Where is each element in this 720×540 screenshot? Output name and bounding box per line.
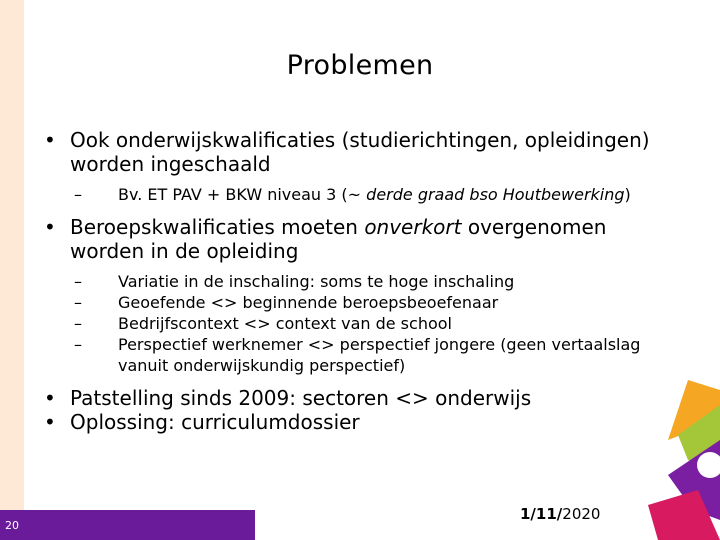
bullet-text: Beroepskwalificaties moeten	[70, 215, 365, 239]
bullet-suffix: overgenomen worden in de opleiding	[70, 215, 607, 263]
bullet-text: Patstelling sinds 2009: sectoren <> onderwijs	[70, 386, 532, 410]
sub-bullet-item	[44, 313, 664, 334]
sub-bullet-item	[44, 271, 664, 292]
page-number: 20	[5, 519, 19, 532]
bullet-text: Ook onderwijskwalificaties (studierichtingen, opleidingen) worden ingeschaald	[70, 128, 650, 176]
slide-content	[44, 128, 664, 434]
bullet-item	[44, 410, 664, 434]
sub-bullet-text: Bv. ET PAV + BKW niveau 3 (~	[118, 185, 367, 204]
sub-bullet-item	[44, 334, 664, 376]
sub-bullet-suffix: )	[624, 185, 631, 204]
bullet-item	[44, 386, 664, 410]
date-bold: 1/11/	[520, 505, 563, 523]
sub-bullet-item	[44, 184, 664, 205]
date-rest: 2020	[562, 505, 601, 523]
dash-icon: –	[74, 335, 82, 354]
sub-bullet-text: Bedrijfscontext <> context van de school	[118, 314, 452, 333]
slide-title-text: Problemen	[286, 50, 434, 81]
sub-bullet-text: Perspectief werknemer <> perspectief jongere (geen vertaalslag vanuit onderwijskundig perspectief)	[118, 335, 641, 375]
sub-bullet-text: Geoefende <> beginnende beroepsbeoefenaar	[118, 293, 499, 312]
bullet-icon: •	[44, 128, 56, 152]
footer-bar	[0, 510, 255, 540]
bullet-text: Oplossing: curriculumdossier	[70, 410, 360, 434]
dash-icon: –	[74, 293, 82, 312]
slide-date	[520, 505, 600, 523]
brand-logo-icon	[648, 380, 720, 540]
bullet-icon: •	[44, 215, 56, 239]
bullet-icon: •	[44, 410, 56, 434]
bullet-icon: •	[44, 386, 56, 410]
left-accent-stripe	[0, 0, 24, 540]
bullet-italic: onverkort	[364, 215, 462, 239]
sub-bullet-italic: derde graad bso Houtbewerking	[366, 185, 625, 204]
bullet-item	[44, 128, 664, 176]
dash-icon: –	[74, 185, 82, 204]
sub-bullet-item	[44, 292, 664, 313]
dash-icon: –	[74, 272, 82, 291]
sub-bullet-text: Variatie in de inschaling: soms te hoge inschaling	[118, 272, 515, 291]
slide-title	[0, 50, 720, 81]
dash-icon: –	[74, 314, 82, 333]
bullet-item	[44, 215, 664, 263]
